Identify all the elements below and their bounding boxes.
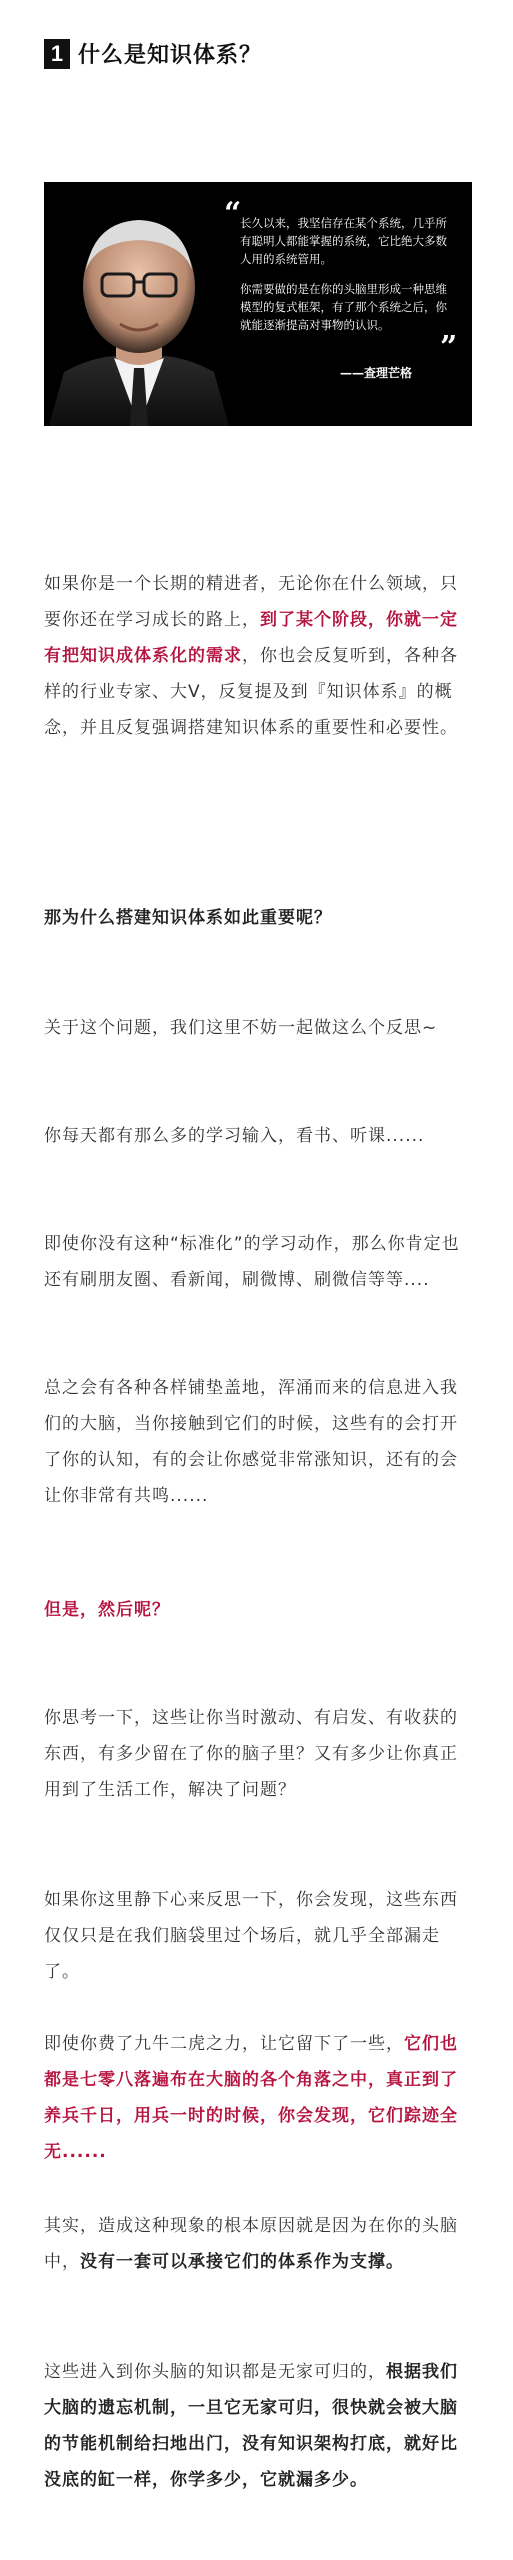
quote-attribution: ——查理芒格: [340, 366, 413, 380]
text-run: 其实，造成这种现象的根本原因就是因为在你的头脑中，: [44, 2216, 458, 2272]
paragraph-5: 总之会有各种各样铺垫盖地，浑涌而来的信息进入我们的大脑，当你接触到它们的时候，这些有的会打开了你的认知，有的会让你感觉非常涨知识，还有的会让你非常有共鸣......: [44, 1378, 458, 1506]
highlight-text: 到了某个阶段，你就一定有把知识成体系化的需求: [44, 610, 458, 666]
paragraph-7: 如果你这里静下心来反思一下，你会发现，这些东西仅仅只是在我们脑袋里过个场后，就几乎全部漏走了。: [44, 1890, 458, 1982]
section-number-badge: 1: [44, 39, 70, 69]
question-heading-2: 但是，然后呢？: [44, 1600, 170, 1620]
close-quote-icon: ”: [440, 330, 458, 365]
text-run: 如果你是一个长期的精进者，无论你在什么领域，只要你还在学习成长的路上，: [44, 574, 458, 630]
section-header: [44, 38, 262, 69]
text-run: ，你也会反复听到，各种各样的行业专家、大V，反复提及到『知识体系』的概念，并且反复强调搭建知识体系的重要性和必要性。: [44, 646, 458, 738]
text-run: 这些进入到你头脑的知识都是无家可归的，: [44, 2362, 386, 2382]
paragraph-4: 即使你没有这种“标准化”的学习动作，那么你肯定也还有刷朋友圈、看新闻，刷微博、刷微信等等....: [44, 1234, 460, 1290]
paragraph-2: 关于这个问题，我们这里不妨一起做这么个反思~: [44, 1018, 438, 1038]
quote-paragraph-1: 长久以来，我坚信存在某个系统，几乎所有聪明人都能掌握的系统，它比绝大多数人用的系统管用。: [240, 216, 447, 266]
section-title: 什么是知识体系？: [78, 43, 263, 68]
bold-text: 根据我们大脑的遗忘机制，一旦它无家可归，很快就会被大脑的节能机制给扫地出门，没有知识架构打底，就好比没底的缸一样，你学多少，它就漏多少。: [44, 2362, 458, 2490]
bold-text: 没有一套可以承接它们的体系作为支撑。: [80, 2252, 404, 2272]
portrait-illustration: [44, 182, 234, 426]
open-quote-icon: “: [224, 196, 242, 231]
paragraph-1: [44, 566, 468, 746]
quote-paragraph-2: 你需要做的是在你的头脑里形成一种思维模型的复式框架，有了那个系统之后，你就能逐渐提高对事物的认识。: [240, 282, 447, 332]
paragraph-8: [44, 2026, 468, 2170]
paragraph-9: [44, 2208, 468, 2280]
paragraph-10: [44, 2354, 468, 2498]
paragraph-6: 你思考一下，这些让你当时激动、有启发、有收获的东西，有多少留在了你的脑子里？又有多少让你真正用到了生活工作，解决了问题？: [44, 1708, 458, 1800]
highlight-text: 它们也都是七零八落遍布在大脑的各个角落之中，真正到了养兵千日，用兵一时的时候，你会发现，它们踪迹全无......: [44, 2034, 458, 2162]
paragraph-3: 你每天都有那么多的学习输入，看书、听课......: [44, 1126, 425, 1146]
question-heading-1: 那为什么搭建知识体系如此重要呢？: [44, 908, 332, 928]
quote-image: [44, 182, 472, 426]
text-run: 即使你费了九牛二虎之力，让它留下了一些，: [44, 2034, 404, 2054]
